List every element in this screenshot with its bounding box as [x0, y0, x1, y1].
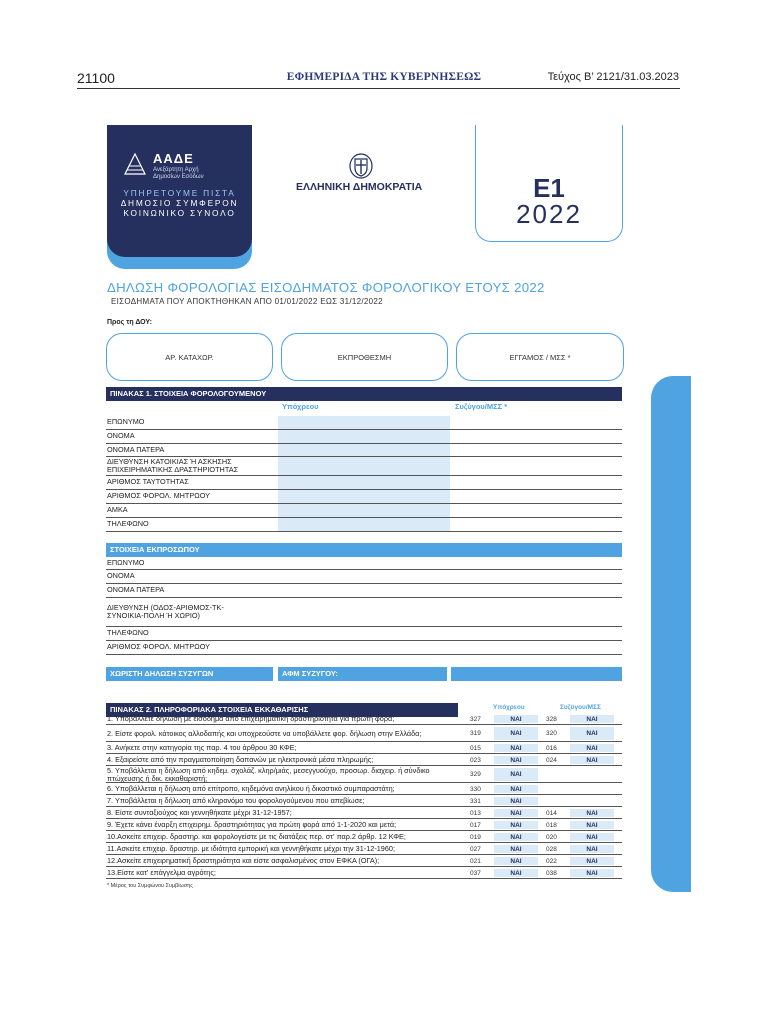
spouse-yes-checkbox[interactable]: ΝΑΙ	[570, 727, 614, 740]
taxpayer-yes-checkbox[interactable]: ΝΑΙ	[494, 857, 538, 865]
aade-logo	[107, 125, 252, 257]
taxpayer-input[interactable]	[278, 490, 450, 503]
taxpayer-yes-checkbox[interactable]: ΝΑΙ	[494, 715, 538, 723]
separate-declaration-label: ΧΩΡΙΣΤΗ ΔΗΛΩΣΗ ΣΥΖΥΓΩΝ	[106, 667, 273, 681]
taxpayer-yes-checkbox[interactable]: ΝΑΙ	[494, 833, 538, 841]
table1-title: ΠΙΝΑΚΑΣ 1. ΣΤΟΙΧΕΙΑ ΦΟΡΟΛΟΓΟΥΜΕΝΟΥ	[106, 387, 622, 401]
table1-row	[106, 457, 622, 476]
spouse-yes-checkbox[interactable]: ΝΑΙ	[570, 821, 614, 829]
taxpayer-yes-checkbox[interactable]: ΝΑΙ	[494, 869, 538, 877]
table1-row-label: ΔΙΕΥΘΥΝΣΗ ΚΑΤΟΙΚΙΑΣ Ή ΑΣΚΗΣΗΣ ΕΠΙΧΕΙΡΗΜΑΤΙΚΗΣ ΔΡΑΣΤΗΡΙΟΤΗΤΑΣ	[107, 456, 239, 474]
representative-row-label: ΕΠΩΝΥΜΟ	[107, 557, 145, 567]
question-row	[106, 856, 622, 867]
question-text: 2. Είστε φορολ. κάτοικος αλλοδαπής και υποχρεούστε να υποβάλλετε φορ. δήλωση στην Ελλάδα;	[107, 728, 422, 738]
taxpayer-code: 021	[470, 857, 481, 865]
question-row	[106, 832, 622, 843]
question-text: 6. Υποβάλλεται η δήλωση από επίτροπο, κηδεμόνα ανηλίκου ή δικαστικό συμπαραστάτη;	[107, 784, 395, 794]
representative-row-label: ΑΡΙΘΜΟΣ ΦΟΡΟΛ. ΜΗΤΡΩΟΥ	[107, 642, 211, 652]
spouse-yes-checkbox[interactable]: ΝΑΙ	[570, 869, 614, 877]
header-rule	[77, 88, 680, 89]
late-filing-field[interactable]: ΕΚΠΡΟΘΕΣΜΗ	[281, 333, 448, 381]
table1-row	[106, 416, 622, 430]
spouse-code: 028	[546, 845, 557, 853]
taxpayer-code: 013	[470, 809, 481, 817]
taxpayer-yes-checkbox[interactable]: ΝΑΙ	[494, 727, 538, 740]
question-text: 10.Ασκείτε επιχειρ. δραστηρ. και φορολογείστε με τις διατάξεις περ. στ' παρ.2 άρθρ. 12 ΚΦΕ;	[107, 832, 406, 842]
aade-abbreviation: ΑΑΔΕ	[153, 151, 194, 166]
representative-row-label: ΔΙΕΥΘΥΝΣΗ (ΟΔΟΣ-ΑΡΙΘΜΟΣ-ΤΚ-ΣΥΝΟΙΚΙΑ-ΠΟΛΗ Ή ΧΩΡΙΟ)	[107, 602, 224, 620]
spouse-code: 016	[546, 744, 557, 752]
question-text: 11.Ασκείτε επιχειρ. δραστηρ. με ιδιότητα εμπορική και γεννηθήκατε μέχρι την 31-12-1960;	[107, 844, 396, 854]
table1-row	[106, 504, 622, 518]
taxpayer-code: 319	[470, 730, 481, 737]
question-row	[106, 796, 622, 807]
spouse-code: 320	[546, 730, 557, 737]
representative-row[interactable]	[106, 598, 622, 627]
question-text: 3. Ανήκετε στην κατηγορία της παρ. 4 του άρθρου 30 ΚΦΕ;	[107, 743, 297, 753]
question-row	[106, 808, 622, 819]
table1-row-label: ΑΜΚΑ	[107, 505, 128, 515]
table1-row-label: ΑΡΙΘΜΟΣ ΤΑΥΤΟΤΗΤΑΣ	[107, 477, 189, 487]
footnote: * Μέρος του Συμφώνου Συμβίωσης	[107, 883, 193, 889]
aade-motto-2: ΔΗΜΟΣΙΟ ΣΥΜΦΕΡΟΝ	[120, 198, 239, 208]
taxpayer-code: 019	[470, 833, 481, 841]
aade-emblem-icon	[123, 152, 147, 176]
form-year: 2022	[516, 199, 582, 229]
question-text: 8. Είστε συνταξιούχος και γεννηθήκατε μέχρι 31-12-1957;	[107, 808, 292, 818]
taxpayer-yes-checkbox[interactable]: ΝΑΙ	[494, 845, 538, 853]
spouse-yes-checkbox[interactable]: ΝΑΙ	[570, 744, 614, 752]
to-doy-label: Προς τη ΔΟΥ:	[107, 319, 152, 326]
question-text: 5. Υποβάλλεται η δήλωση από κηδεμ. σχολάζ. κληρ/μιάς, μεσεγγυούχο, προσωρ. διαχειρ. ή σύνδικο πτώχευσης ή δικ. εκκαθαριστή;	[107, 765, 430, 783]
greek-coat-of-arms-icon	[345, 149, 377, 181]
representative-title: ΣΤΟΙΧΕΙΑ ΕΚΠΡΟΣΩΠΟΥ	[106, 543, 622, 557]
table1-row-label: ΑΡΙΘΜΟΣ ΦΟΡΟΛ. ΜΗΤΡΩΟΥ	[107, 491, 211, 501]
spouse-yes-checkbox[interactable]: ΝΑΙ	[570, 833, 614, 841]
question-text: 7. Υποβάλλεται η δήλωση από κληρονόμο του φορολογούμενου που απεβίωσε;	[107, 796, 365, 806]
question-row	[106, 820, 622, 831]
spouse-yes-checkbox[interactable]: ΝΑΙ	[570, 857, 614, 865]
representative-row[interactable]	[106, 627, 622, 641]
aade-subtitle-1: Ανεξάρτητη Αρχή	[153, 167, 199, 173]
question-text: 1. Υποβάλλετε δήλωση με εισόδημα από επιχειρηματική δραστηριότητα για πρώτη φορά;	[107, 714, 395, 724]
question-row	[106, 767, 622, 783]
taxpayer-yes-checkbox[interactable]: ΝΑΙ	[494, 821, 538, 829]
registration-number-field[interactable]: ΑΡ. ΚΑΤΑΧΩΡ.	[106, 333, 273, 381]
table1-col-taxpayer: Υπόχρεου	[282, 402, 319, 411]
spouse-yes-checkbox[interactable]: ΝΑΙ	[570, 715, 614, 723]
taxpayer-code: 015	[470, 744, 481, 752]
representative-row-label: ΟΝΟΜΑ	[107, 571, 135, 581]
representative-row[interactable]	[106, 570, 622, 584]
taxpayer-input[interactable]	[278, 444, 450, 456]
representative-row[interactable]	[106, 641, 622, 655]
aade-motto-3: ΚΟΙΝΩΝΙΚΟ ΣΥΝΟΛΟ	[123, 208, 236, 218]
table1-row-label: ΟΝΟΜΑ	[107, 431, 135, 441]
question-text: 13.Είστε κατ' επάγγελμα αγρότης;	[107, 868, 216, 878]
spouse-yes-checkbox[interactable]: ΝΑΙ	[570, 809, 614, 817]
gazette-title: ΕΦΗΜΕΡΙΔΑ ΤΗΣ ΚΥΒΕΡΝΗΣΕΩΣ	[286, 71, 482, 83]
taxpayer-input[interactable]	[278, 504, 450, 517]
taxpayer-yes-checkbox[interactable]: ΝΑΙ	[494, 809, 538, 817]
taxpayer-code: 327	[470, 715, 481, 723]
aade-subtitle-2: Δημοσίων Εσόδων	[153, 174, 204, 180]
question-row	[106, 755, 622, 766]
page-title: ΔΗΛΩΣΗ ΦΟΡΟΛΟΓΙΑΣ ΕΙΣΟΔΗΜΑΤΟΣ ΦΟΡΟΛΟΓΙΚΟΥ ΕΤΟΥΣ 2022	[107, 280, 545, 295]
spouse-code: 014	[546, 809, 557, 817]
question-text: 9. Έχετε κάνει έναρξη επιχειρημ. δραστηριότητας για πρώτη φορά από 1-1-2020 και μετά;	[107, 820, 397, 830]
table2-title: ΠΙΝΑΚΑΣ 2. ΠΛΗΡΟΦΟΡΙΑΚΑ ΣΤΟΙΧΕΙΑ ΕΚΚΑΘΑΡΙΣΗΣ	[106, 703, 458, 717]
question-row	[106, 784, 622, 795]
table2-col-spouse: Συζύγου/ΜΣΣ	[560, 704, 601, 711]
taxpayer-input[interactable]	[278, 416, 450, 429]
taxpayer-yes-checkbox[interactable]: ΝΑΙ	[494, 768, 538, 781]
aade-motto-1: ΥΠΗΡΕΤΟΥΜΕ ΠΙΣΤΑ	[123, 188, 236, 198]
question-row	[106, 844, 622, 855]
taxpayer-input[interactable]	[278, 430, 450, 443]
representative-row-label: ΤΗΛΕΦΩΝΟ	[107, 628, 149, 638]
page-subtitle: ΕΙΣΟΔΗΜΑΤΑ ΠΟΥ ΑΠΟΚΤΗΘΗΚΑΝ ΑΠΟ 01/01/2022 ΕΩΣ 31/12/2022	[111, 297, 383, 306]
taxpayer-input[interactable]	[278, 518, 450, 531]
republic-label: ΕΛΛΗΝΙΚΗ ΔΗΜΟΚΡΑΤΙΑ	[296, 181, 423, 193]
spouse-code: 018	[546, 821, 557, 829]
representative-row[interactable]	[106, 557, 622, 570]
table1-row	[106, 430, 622, 444]
table1-row	[106, 518, 622, 532]
taxpayer-yes-checkbox[interactable]: ΝΑΙ	[494, 756, 538, 764]
taxpayer-yes-checkbox[interactable]: ΝΑΙ	[494, 797, 538, 805]
issue-reference: Τεύχος Β’ 2121/31.03.2023	[547, 71, 679, 83]
spouse-afm-input[interactable]	[451, 667, 622, 681]
table1-row-label: ΤΗΛΕΦΩΝΟ	[107, 519, 149, 529]
married-field[interactable]: ΕΓΓΑΜΟΣ / ΜΣΣ *	[456, 333, 624, 381]
taxpayer-yes-checkbox[interactable]: ΝΑΙ	[494, 785, 538, 793]
spouse-yes-checkbox[interactable]: ΝΑΙ	[570, 756, 614, 764]
form-code-box	[475, 125, 623, 242]
spouse-code: 020	[546, 833, 557, 841]
table1-row-label: ΕΠΩΝΥΜΟ	[107, 417, 145, 427]
spouse-afm-label: ΑΦΜ ΣΥΖΥΓΟΥ:	[278, 667, 447, 681]
taxpayer-code: 023	[470, 756, 481, 764]
spouse-code: 328	[546, 715, 557, 723]
spouse-code: 022	[546, 857, 557, 865]
question-row	[106, 726, 622, 742]
table1-row	[106, 490, 622, 504]
taxpayer-code: 330	[470, 785, 481, 793]
table1-row	[106, 476, 622, 490]
taxpayer-code: 037	[470, 869, 481, 877]
spouse-yes-checkbox[interactable]: ΝΑΙ	[570, 845, 614, 853]
question-row	[106, 714, 622, 725]
taxpayer-code: 017	[470, 821, 481, 829]
taxpayer-code: 331	[470, 797, 481, 805]
question-text: 12.Ασκείτε επιχειρηματική δραστηριότητα και είστε ασφαλισμένος στον ΕΦΚΑ (ΟΓΑ);	[107, 856, 380, 866]
table2-col-taxpayer: Υπόχρεου	[493, 704, 525, 711]
side-tab	[651, 376, 691, 892]
table1-row	[106, 444, 622, 457]
taxpayer-input[interactable]	[278, 476, 450, 489]
page-number: 21100	[77, 70, 115, 86]
form-code: Ε1	[533, 173, 565, 203]
spouse-code: 024	[546, 756, 557, 764]
question-row	[106, 868, 622, 879]
taxpayer-yes-checkbox[interactable]: ΝΑΙ	[494, 744, 538, 752]
taxpayer-input[interactable]	[278, 457, 450, 475]
spouse-code: 038	[546, 869, 557, 877]
representative-row[interactable]	[106, 584, 622, 598]
question-text: 4. Εξαιρείστε από την πραγματοποίηση δαπανών με ηλεκτρονικά μέσα πληρωμής;	[107, 755, 374, 765]
table1-col-spouse: Συζύγου/ΜΣΣ *	[455, 402, 508, 411]
representative-row-label: ΟΝΟΜΑ ΠΑΤΕΡΑ	[107, 585, 165, 595]
table1-row-label: ΟΝΟΜΑ ΠΑΤΕΡΑ	[107, 444, 165, 454]
taxpayer-code: 329	[470, 771, 481, 778]
taxpayer-code: 027	[470, 845, 481, 853]
question-row	[106, 743, 622, 754]
